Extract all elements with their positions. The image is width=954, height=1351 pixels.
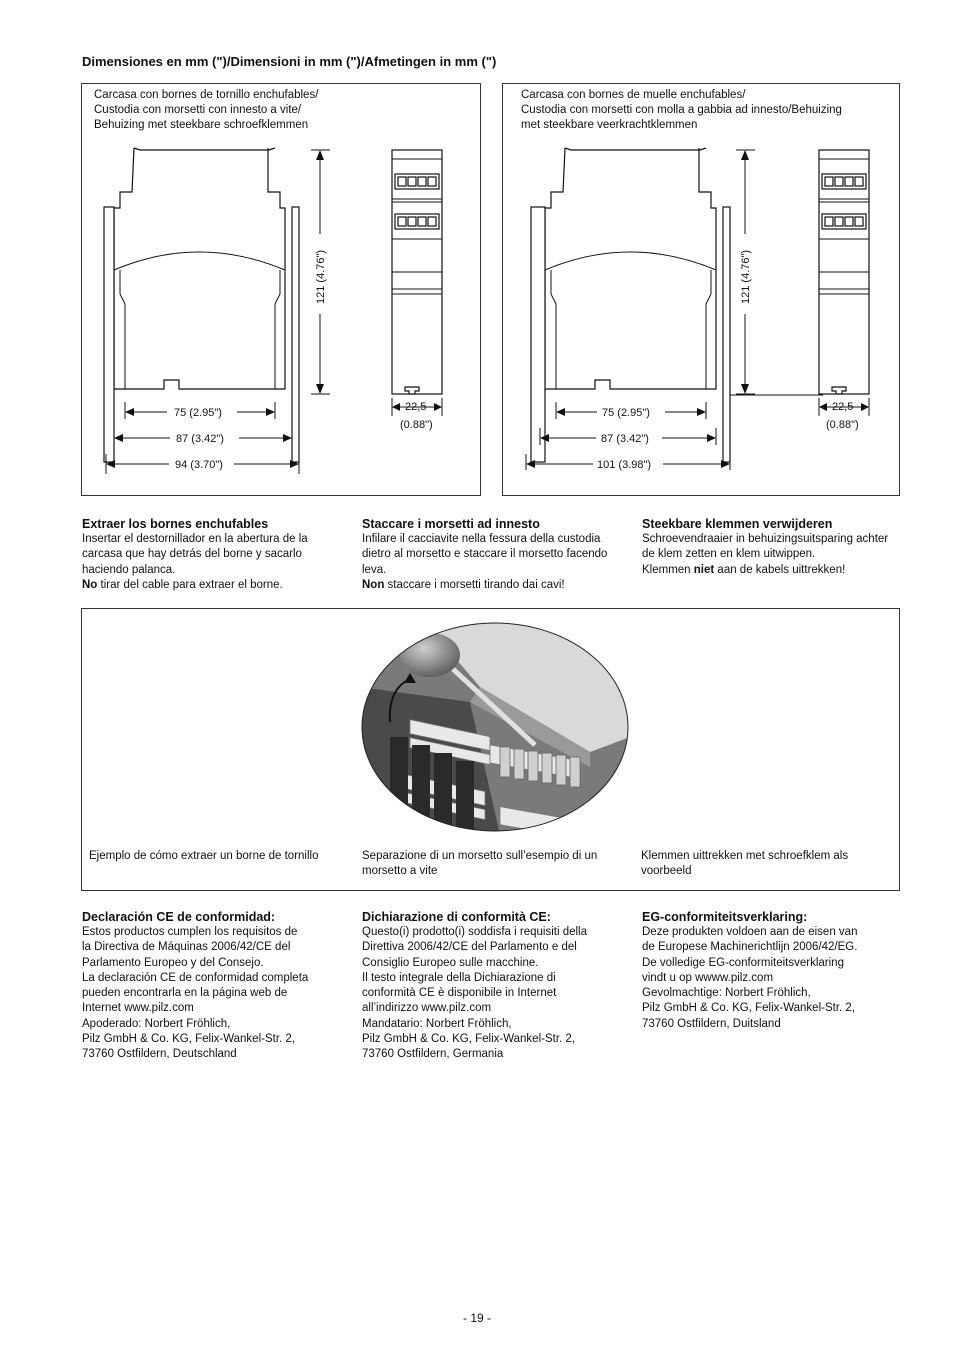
conformity-it xyxy=(362,909,632,1063)
width-75-label: 75 (2.95") xyxy=(174,407,222,419)
text-line: 73760 Ostfildern, Duitsland xyxy=(642,1017,781,1030)
width-dimensions xyxy=(106,402,299,471)
text-line: Parlamento Europeo y del Consejo. xyxy=(82,956,264,969)
instructions-es xyxy=(82,516,347,593)
section-title: Dichiarazione di conformità CE: xyxy=(362,910,551,924)
caption-line: Behuizing met steekbare schroefklemmen xyxy=(94,119,309,131)
width-total-label: 101 (3.98") xyxy=(597,459,652,471)
instructions-nl xyxy=(642,516,900,578)
text-line: Il testo integrale della Dichiarazione di xyxy=(362,971,556,984)
instruction-text: Infilare il cacciavite nella fessura della custodia dietro al morsetto e staccare il morsetto facendo leva. xyxy=(362,533,608,576)
text-line: La declaración CE de conformidad completa xyxy=(82,971,309,984)
side-width-label: 22,5 xyxy=(405,401,427,413)
width-87-label: 87 (3.42") xyxy=(601,433,649,445)
text-line: conformità CE è disponibile in Internet xyxy=(362,987,557,1000)
caption-line: met steekbare veerkrachtklemmen xyxy=(521,119,698,131)
text-line: la Directiva de Máquinas 2006/42/CE del xyxy=(82,941,291,954)
section-body xyxy=(82,532,347,593)
page-number: - 19 - xyxy=(462,1311,491,1325)
height-label: 121 (4.76") xyxy=(315,249,327,304)
text-line: 73760 Ostfildern, Deutschland xyxy=(82,1048,237,1061)
caption-line: Custodia con morsetti con molla a gabbia ad innesto/Behuizing xyxy=(521,104,842,116)
section-body xyxy=(362,925,632,1063)
text-line: Apoderado: Norbert Fröhlich, xyxy=(82,1017,231,1030)
page-heading: Dimensiones en mm (")/Dimensioni in mm (")/Afmetingen in mm (") xyxy=(82,54,497,69)
text-line: Internet www.pilz.com xyxy=(82,1002,194,1015)
text-line: Pilz GmbH & Co. KG, Felix-Wankel-Str. 2, xyxy=(82,1033,296,1046)
text-line: De volledige EG-conformiteitsverklaring xyxy=(642,956,844,969)
warning-text xyxy=(642,563,900,578)
caption-line: Custodia con morsetti con innesto a vite/ xyxy=(94,104,302,116)
side-width-inch-label: (0.88") xyxy=(400,419,433,431)
terminal-removal-illustration xyxy=(360,617,630,835)
housing-side-view xyxy=(392,150,442,431)
height-dimension xyxy=(736,150,755,394)
photo-caption-it: Separazione di un morsetto sull’esempio di un morsetto a vite xyxy=(362,850,598,877)
photo-caption-nl: Klemmen uittrekken met schroefklem als voorbeeld xyxy=(641,850,849,877)
text-line: Pilz GmbH & Co. KG, Felix-Wankel-Str. 2, xyxy=(642,1002,856,1015)
warning-bold: No xyxy=(82,578,98,591)
terminal-removal-photo-box xyxy=(81,608,900,891)
text-line: pueden encontrarla en la página web de xyxy=(82,987,288,1000)
text-line: Consiglio Europeo sulle macchine. xyxy=(362,956,539,969)
housing-dimension-svg xyxy=(503,84,899,495)
instruction-text: Insertar el destornillador en la abertura de la carcasa que hay detrás del borne y sacarlo haciendo palanca. xyxy=(82,533,308,576)
warning-text xyxy=(362,578,627,593)
text-line: all’indirizzo www.pilz.com xyxy=(362,1002,492,1015)
warning-rest: tirar del cable para extraer el borne. xyxy=(97,578,283,591)
warning-bold: Non xyxy=(362,578,385,591)
text-line: Pilz GmbH & Co. KG, Felix-Wankel-Str. 2, xyxy=(362,1033,576,1046)
text-line: Questo(i) prodotto(i) soddisfa i requisiti della xyxy=(362,926,587,938)
width-dimensions xyxy=(526,402,730,471)
section-title: Staccare i morsetti ad innesto xyxy=(362,517,540,531)
text-line: Deze produkten voldoen aan de eisen van xyxy=(642,926,858,938)
warning-rest: aan de kabels uittrekken! xyxy=(714,563,846,576)
dimension-drawing-spring-terminals xyxy=(502,83,900,496)
dimension-drawing-screw-terminals xyxy=(81,83,481,496)
section-title: EG-conformiteitsverklaring: xyxy=(642,910,808,924)
instruction-text: Schroevendraaier in behuizingsuitsparing achter de klem zetten en klem uitwippen. xyxy=(642,533,889,561)
caption-line: Carcasa con bornes de tornillo enchufables/ xyxy=(94,89,319,101)
side-width-inch-label: (0.88") xyxy=(826,419,859,431)
housing-dimension-svg xyxy=(82,84,480,495)
housing-front-view xyxy=(104,148,299,474)
photo-caption-es: Ejemplo de cómo extraer un borne de tornillo xyxy=(89,850,319,862)
height-dimension xyxy=(311,150,330,394)
text-line: 73760 Ostfildern, Germania xyxy=(362,1048,504,1061)
section-body xyxy=(642,925,900,1032)
text-line: vindt u op wwww.pilz.com xyxy=(642,971,774,984)
warning-pre: Klemmen xyxy=(642,563,694,576)
conformity-es xyxy=(82,909,352,1063)
warning-rest: staccare i morsetti tirando dai cavi! xyxy=(384,578,565,591)
section-body xyxy=(82,925,352,1063)
warning-bold: niet xyxy=(693,563,715,576)
caption-line: Carcasa con bornes de muelle enchufables/ xyxy=(521,89,746,101)
text-line: Estos productos cumplen los requisitos de xyxy=(82,926,298,938)
section-title: Extraer los bornes enchufables xyxy=(82,517,269,531)
text-line: de Europese Machinerichtlijn 2006/42/EG. xyxy=(642,941,858,954)
height-label: 121 (4.76") xyxy=(740,249,752,304)
width-87-label: 87 (3.42") xyxy=(176,433,224,445)
housing-front-view xyxy=(531,148,823,462)
text-line: Gevolmachtige: Norbert Fröhlich, xyxy=(642,987,811,1000)
section-title: Steekbare klemmen verwijderen xyxy=(642,517,833,531)
width-total-label: 94 (3.70") xyxy=(175,459,223,471)
section-title: Declaración CE de conformidad: xyxy=(82,910,276,924)
warning-text xyxy=(82,578,347,593)
text-line: Direttiva 2006/42/CE del Parlamento e del xyxy=(362,941,577,954)
section-body xyxy=(362,532,627,593)
conformity-nl xyxy=(642,909,900,1032)
instructions-it xyxy=(362,516,627,593)
width-75-label: 75 (2.95") xyxy=(602,407,650,419)
section-body xyxy=(642,532,900,578)
text-line: Mandatario: Norbert Fröhlich, xyxy=(362,1017,512,1030)
housing-side-view xyxy=(819,150,869,431)
side-width-label: 22,5 xyxy=(832,401,854,413)
